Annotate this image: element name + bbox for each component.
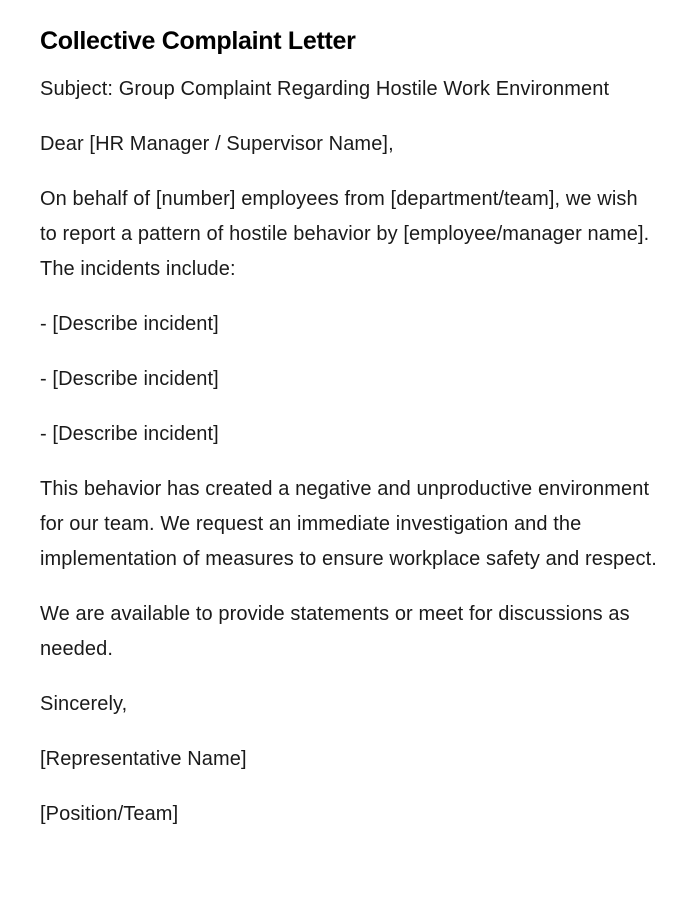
document-title: Collective Complaint Letter (40, 27, 356, 55)
signature-name: [Representative Name] (40, 748, 247, 770)
signature-position: [Position/Team] (40, 803, 179, 825)
body-paragraph: This behavior has created a negative and unproductive environment for our team. We request an immediate investigation and the implementation of measures to ensure workplace safety and respect. (40, 478, 657, 570)
incident-item: - [Describe incident] (40, 423, 219, 445)
closing: Sincerely, (40, 693, 128, 715)
incident-item: - [Describe incident] (40, 368, 219, 390)
intro-paragraph: On behalf of [number] employees from [department/team], we wish to report a pattern of hostile behavior by [employee/manager name]. The incidents include: (40, 188, 650, 280)
availability-paragraph: We are available to provide statements or meet for discussions as needed. (40, 603, 630, 660)
salutation: Dear [HR Manager / Supervisor Name], (40, 133, 394, 155)
subject-line: Subject: Group Complaint Regarding Hostile Work Environment (40, 78, 610, 100)
incident-item: - [Describe incident] (40, 313, 219, 335)
